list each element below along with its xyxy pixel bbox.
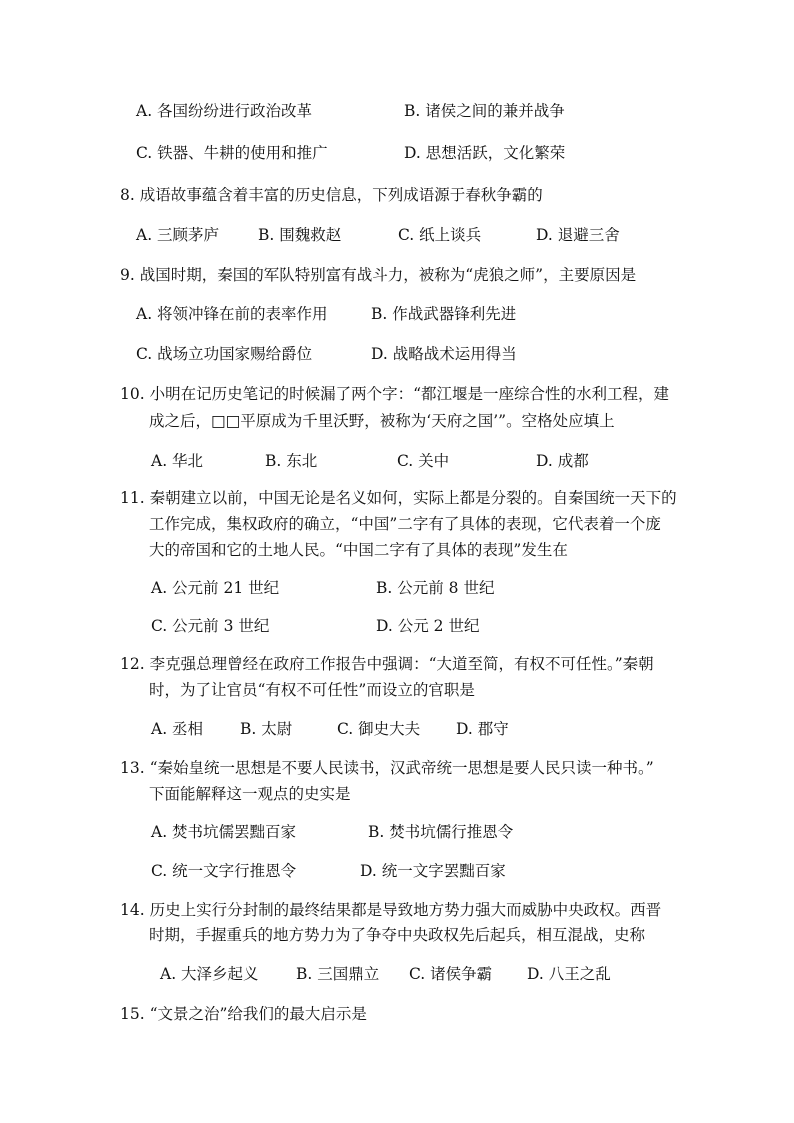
q8-option-b: B. 围魏救赵 xyxy=(258,226,342,244)
q9-option-d: D. 战略战术运用得当 xyxy=(371,345,517,363)
q10-option-b: B. 东北 xyxy=(265,452,318,470)
q12-option-c: C. 御史大夫 xyxy=(337,720,421,738)
q12-option-b: B. 太尉 xyxy=(240,720,293,738)
q14-option-a: A. 大泽乡起义 xyxy=(160,965,259,983)
q13-stem-line-2: 下面能解释这一观点的史实是 xyxy=(149,785,351,803)
q11-stem-line-2: 工作完成，集权政府的确立，“中国”二字有了具体的表现，它代表着一个庞 xyxy=(149,515,661,533)
q13-option-d: D. 统一文字罢黜百家 xyxy=(360,862,506,880)
q10-option-d: D. 成都 xyxy=(536,452,589,470)
q11-stem-line-1: 11. 秦朝建立以前，中国无论是名义如何，实际上都是分裂的。自秦国统一天下的 xyxy=(120,489,677,507)
q10-stem-line-1: 10. 小明在记历史笔记的时候漏了两个字：“都江堰是一座综合性的水利工程，建 xyxy=(120,385,670,403)
q8-option-d: D. 退避三舍 xyxy=(536,226,620,244)
q7-option-d: D. 思想活跃，文化繁荣 xyxy=(404,144,566,162)
q14-option-b: B. 三国鼎立 xyxy=(296,965,380,983)
q13-option-a: A. 焚书坑儒罢黜百家 xyxy=(151,823,297,841)
q13-option-c: C. 统一文字行推恩令 xyxy=(151,862,297,880)
q8-option-c: C. 纸上谈兵 xyxy=(398,226,482,244)
q10-option-a: A. 华北 xyxy=(151,452,204,470)
q11-option-a: A. 公元前 21 世纪 xyxy=(151,579,280,597)
q11-option-b: B. 公元前 8 世纪 xyxy=(376,579,495,597)
q13-stem-line-1: 13. “秦始皇统一思想是不要人民读书，汉武帝统一思想是要人民只读一种书。” xyxy=(120,759,654,777)
q9-stem: 9. 战国时期，秦国的军队特别富有战斗力，被称为“虎狼之师”，主要原因是 xyxy=(120,266,637,284)
q8-stem: 8. 成语故事蕴含着丰富的历史信息，下列成语源于春秋争霸的 xyxy=(120,186,543,204)
q12-stem-line-1: 12. 李克强总理曾经在政府工作报告中强调：“大道至简，有权不可任性。”秦朝 xyxy=(120,655,654,673)
q12-option-a: A. 丞相 xyxy=(151,720,204,738)
q9-option-a: A. 将领冲锋在前的表率作用 xyxy=(136,305,328,323)
q11-option-c: C. 公元前 3 世纪 xyxy=(151,617,270,635)
q14-stem-line-2: 时期，手握重兵的地方势力为了争夺中央政权先后起兵，相互混战，史称 xyxy=(149,926,646,944)
q10-stem-line-2: 成之后，□□平原成为千里沃野，被称为‘天府之国’”。空格处应填上 xyxy=(149,412,615,430)
q14-option-d: D. 八王之乱 xyxy=(527,965,611,983)
q7-option-b: B. 诸侯之间的兼并战争 xyxy=(404,102,565,120)
q7-option-c: C. 铁器、牛耕的使用和推广 xyxy=(136,144,328,162)
q11-stem-line-3: 大的帝国和它的土地人民。“中国二字有了具体的表现”发生在 xyxy=(149,541,568,559)
q14-stem-line-1: 14. 历史上实行分封制的最终结果都是导致地方势力强大而威胁中央政权。西晋 xyxy=(120,901,662,919)
q13-option-b: B. 焚书坑儒行推恩令 xyxy=(368,823,514,841)
q8-option-a: A. 三顾茅庐 xyxy=(136,226,220,244)
q15-stem: 15. “文景之治”给我们的最大启示是 xyxy=(120,1005,367,1023)
q12-stem-line-2: 时，为了让官员“有权不可任性”而设立的官职是 xyxy=(149,681,475,699)
q11-option-d: D. 公元 2 世纪 xyxy=(376,617,480,635)
q7-option-a: A. 各国纷纷进行政治改革 xyxy=(136,102,313,120)
q9-option-b: B. 作战武器锋利先进 xyxy=(371,305,517,323)
q10-option-c: C. 关中 xyxy=(397,452,450,470)
q12-option-d: D. 郡守 xyxy=(456,720,509,738)
q14-option-c: C. 诸侯争霸 xyxy=(409,965,493,983)
q9-option-c: C. 战场立功国家赐给爵位 xyxy=(136,345,313,363)
